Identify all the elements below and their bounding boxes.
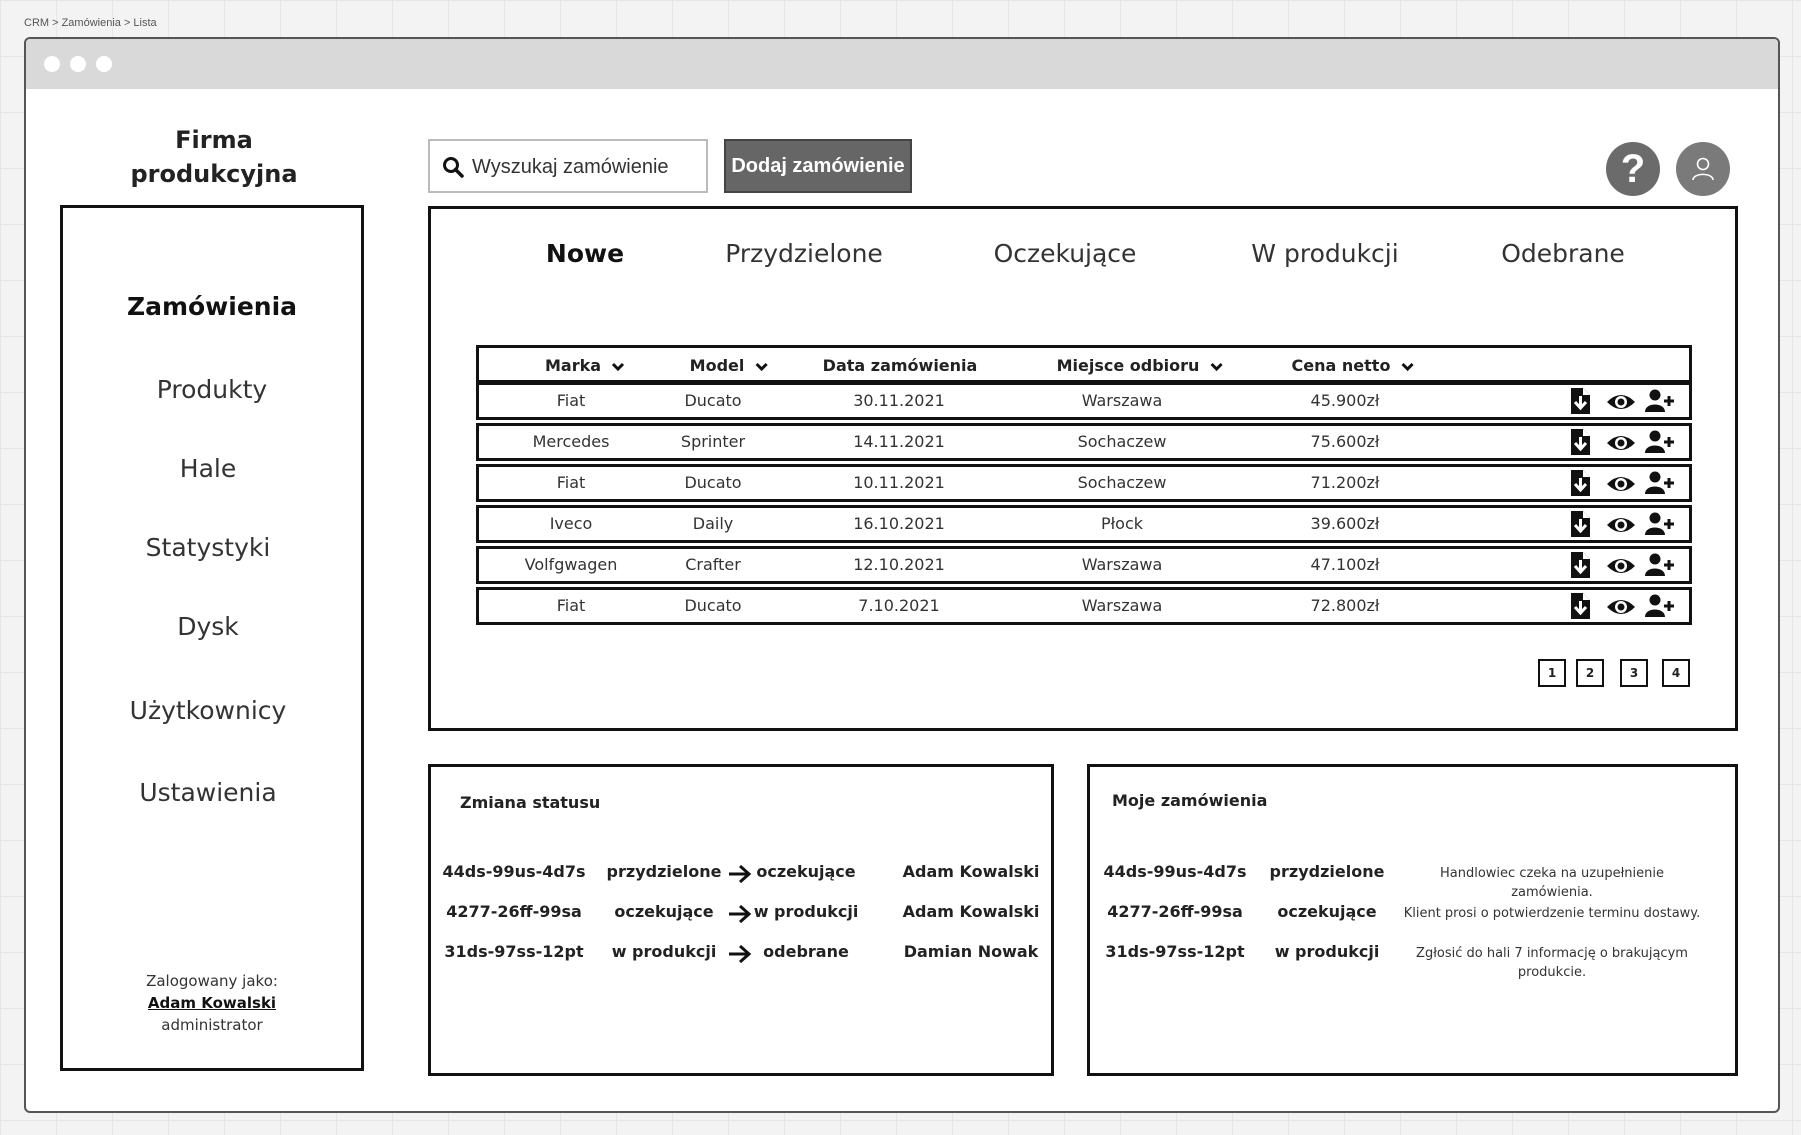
column-label: Model: [689, 356, 745, 375]
breadcrumb: CRM > Zamówienia > Lista: [24, 17, 157, 29]
order-status: przydzielone: [1269, 862, 1385, 881]
eye-icon[interactable]: [1605, 514, 1637, 540]
browser-window: [24, 37, 1780, 1113]
window-maximize-dot[interactable]: [96, 56, 112, 72]
company-name-line2: produkcyjna: [130, 160, 298, 188]
table-cell: 30.11.2021: [853, 391, 945, 410]
logged-as-label: Zalogowany jako:: [146, 972, 278, 990]
order-id[interactable]: 4277-26ff-99sa: [446, 902, 582, 921]
table-cell: 14.11.2021: [853, 432, 945, 451]
table-cell: Sochaczew: [1077, 432, 1167, 451]
tab-odebrane[interactable]: Odebrane: [1501, 239, 1625, 268]
status-user: Adam Kowalski: [902, 862, 1040, 881]
tab-w-produkcji[interactable]: W produkcji: [1251, 239, 1399, 268]
column-header-miejsce[interactable]: [1057, 356, 1224, 376]
chevron-down-icon[interactable]: [611, 357, 625, 376]
row-actions: [1569, 387, 1679, 417]
row-actions: [1569, 551, 1679, 581]
table-cell: Fiat: [556, 391, 586, 410]
download-file-icon[interactable]: [1569, 510, 1591, 542]
help-icon: ?: [1620, 146, 1646, 191]
logged-user-link[interactable]: Adam Kowalski: [147, 994, 277, 1012]
chevron-down-icon[interactable]: [1209, 357, 1223, 376]
page-button-1[interactable]: 1: [1538, 659, 1566, 687]
order-status: w produkcji: [1274, 942, 1380, 961]
sidebar-item-dysk[interactable]: Dysk: [177, 612, 239, 641]
user-avatar-button[interactable]: [1676, 142, 1730, 196]
column-header-model[interactable]: [690, 356, 769, 376]
table-cell: Ducato: [684, 473, 742, 492]
add-user-icon[interactable]: [1645, 553, 1675, 581]
eye-icon[interactable]: [1605, 596, 1637, 622]
table-cell: 75.600zł: [1310, 432, 1380, 451]
table-cell: Crafter: [685, 555, 741, 574]
eye-icon[interactable]: [1605, 432, 1637, 458]
table-cell: Iveco: [549, 514, 593, 533]
table-cell: 16.10.2021: [853, 514, 945, 533]
user-icon: [1690, 156, 1716, 182]
orders-panel: [428, 206, 1738, 731]
search-input[interactable]: [470, 149, 699, 185]
sidebar-item-zamowienia[interactable]: Zamówienia: [126, 292, 298, 321]
add-user-icon[interactable]: [1645, 389, 1675, 417]
order-note: Handlowiec czeka na uzupełnienie zamówienia.: [1440, 866, 1664, 900]
row-actions: [1569, 592, 1679, 622]
column-header-data[interactable]: Data zamówienia: [822, 356, 978, 375]
add-user-icon[interactable]: [1645, 512, 1675, 540]
column-label: Miejsce odbioru: [1056, 356, 1200, 375]
status-from: przydzielone: [606, 862, 722, 881]
table-cell: 72.800zł: [1310, 596, 1380, 615]
table-cell: Fiat: [556, 596, 586, 615]
add-order-button[interactable]: Dodaj zamówienie: [724, 139, 912, 193]
search-icon: [442, 156, 464, 178]
table-cell: Volfgwagen: [524, 555, 618, 574]
column-label: Marka: [544, 356, 602, 375]
page-button-4[interactable]: 4: [1662, 659, 1690, 687]
order-note: Zgłosić do hali 7 informację o brakującym produkcie.: [1416, 946, 1688, 980]
add-user-icon[interactable]: [1645, 471, 1675, 499]
add-user-icon[interactable]: [1645, 430, 1675, 458]
table-row[interactable]: [476, 505, 1692, 543]
download-file-icon[interactable]: [1569, 428, 1591, 460]
status-to: oczekujące: [756, 862, 856, 881]
download-file-icon[interactable]: [1569, 469, 1591, 501]
table-cell: Warszawa: [1081, 555, 1163, 574]
orders-table-header: [476, 345, 1692, 383]
row-actions: [1569, 428, 1679, 458]
status-change-title: Zmiana statusu: [460, 793, 601, 812]
search-box[interactable]: [428, 139, 708, 193]
chevron-down-icon[interactable]: [754, 357, 768, 376]
tab-oczekujace[interactable]: Oczekujące: [993, 239, 1137, 268]
download-file-icon[interactable]: [1569, 592, 1591, 624]
order-status: oczekujące: [1277, 902, 1377, 921]
tab-nowe[interactable]: Nowe: [545, 239, 625, 268]
logged-user-info: [63, 970, 361, 1036]
order-id[interactable]: 4277-26ff-99sa: [1107, 902, 1243, 921]
table-cell: Sochaczew: [1077, 473, 1167, 492]
status-from: oczekujące: [614, 902, 714, 921]
eye-icon[interactable]: [1605, 473, 1637, 499]
row-actions: [1569, 510, 1679, 540]
column-header-cena[interactable]: [1292, 356, 1415, 376]
page-button-3[interactable]: 3: [1620, 659, 1648, 687]
sidebar-item-statystyki[interactable]: Statystyki: [145, 533, 271, 562]
table-cell: 71.200zł: [1310, 473, 1380, 492]
add-user-icon[interactable]: [1645, 594, 1675, 622]
tab-przydzielone[interactable]: Przydzielone: [725, 239, 883, 268]
table-cell: 45.900zł: [1310, 391, 1380, 410]
table-cell: 39.600zł: [1310, 514, 1380, 533]
sidebar-item-hale[interactable]: Hale: [179, 454, 237, 483]
table-cell: Fiat: [556, 473, 586, 492]
status-from: w produkcji: [611, 942, 717, 961]
status-user: Damian Nowak: [903, 942, 1039, 961]
order-id[interactable]: 31ds-97ss-12pt: [444, 942, 584, 961]
table-cell: Ducato: [684, 596, 742, 615]
status-change-panel: [428, 764, 1054, 1076]
my-orders-title: Moje zamówienia: [1112, 791, 1268, 810]
table-cell: Płock: [1100, 514, 1144, 533]
arrow-right-icon: [728, 944, 752, 968]
window-minimize-dot[interactable]: [70, 56, 86, 72]
company-name-line1: Firma: [175, 126, 253, 154]
sidebar-item-uzytkownicy[interactable]: Użytkownicy: [129, 696, 287, 725]
table-cell: 10.11.2021: [853, 473, 945, 492]
help-button[interactable]: [1606, 142, 1660, 196]
my-orders-panel: [1087, 764, 1738, 1076]
order-id[interactable]: 44ds-99us-4d7s: [1103, 862, 1247, 881]
download-file-icon[interactable]: [1569, 551, 1591, 583]
table-row[interactable]: [476, 546, 1692, 584]
table-row[interactable]: [476, 382, 1692, 420]
status-user: Adam Kowalski: [902, 902, 1040, 921]
order-id[interactable]: 31ds-97ss-12pt: [1105, 942, 1245, 961]
table-cell: Daily: [692, 514, 734, 533]
table-cell: Warszawa: [1081, 596, 1163, 615]
table-cell: 47.100zł: [1310, 555, 1380, 574]
table-row[interactable]: [476, 423, 1692, 461]
column-header-marka[interactable]: [545, 356, 625, 376]
eye-icon[interactable]: [1605, 391, 1637, 417]
status-to: w produkcji: [753, 902, 859, 921]
table-cell: 7.10.2021: [858, 596, 940, 615]
window-close-dot[interactable]: [44, 56, 60, 72]
order-note: Klient prosi o potwierdzenie terminu dostawy.: [1403, 906, 1701, 921]
download-file-icon[interactable]: [1569, 387, 1591, 419]
table-cell: Sprinter: [680, 432, 746, 451]
table-cell: Ducato: [684, 391, 742, 410]
chevron-down-icon[interactable]: [1400, 357, 1414, 376]
eye-icon[interactable]: [1605, 555, 1637, 581]
user-role: administrator: [161, 1016, 263, 1034]
sidebar-item-produkty[interactable]: Produkty: [156, 375, 268, 404]
status-to: odebrane: [763, 942, 849, 961]
arrow-right-icon: [728, 904, 752, 928]
table-row[interactable]: [476, 464, 1692, 502]
table-row[interactable]: [476, 587, 1692, 625]
sidebar: [60, 205, 364, 1071]
arrow-right-icon: [728, 864, 752, 888]
table-cell: Warszawa: [1081, 391, 1163, 410]
company-logo: [74, 123, 354, 191]
sidebar-item-ustawienia[interactable]: Ustawienia: [139, 778, 277, 807]
order-id[interactable]: 44ds-99us-4d7s: [442, 862, 586, 881]
table-cell: 12.10.2021: [853, 555, 945, 574]
table-cell: Mercedes: [532, 432, 610, 451]
window-titlebar: [26, 39, 1778, 89]
row-actions: [1569, 469, 1679, 499]
page-button-2[interactable]: 2: [1576, 659, 1604, 687]
column-label: Cena netto: [1291, 356, 1391, 375]
